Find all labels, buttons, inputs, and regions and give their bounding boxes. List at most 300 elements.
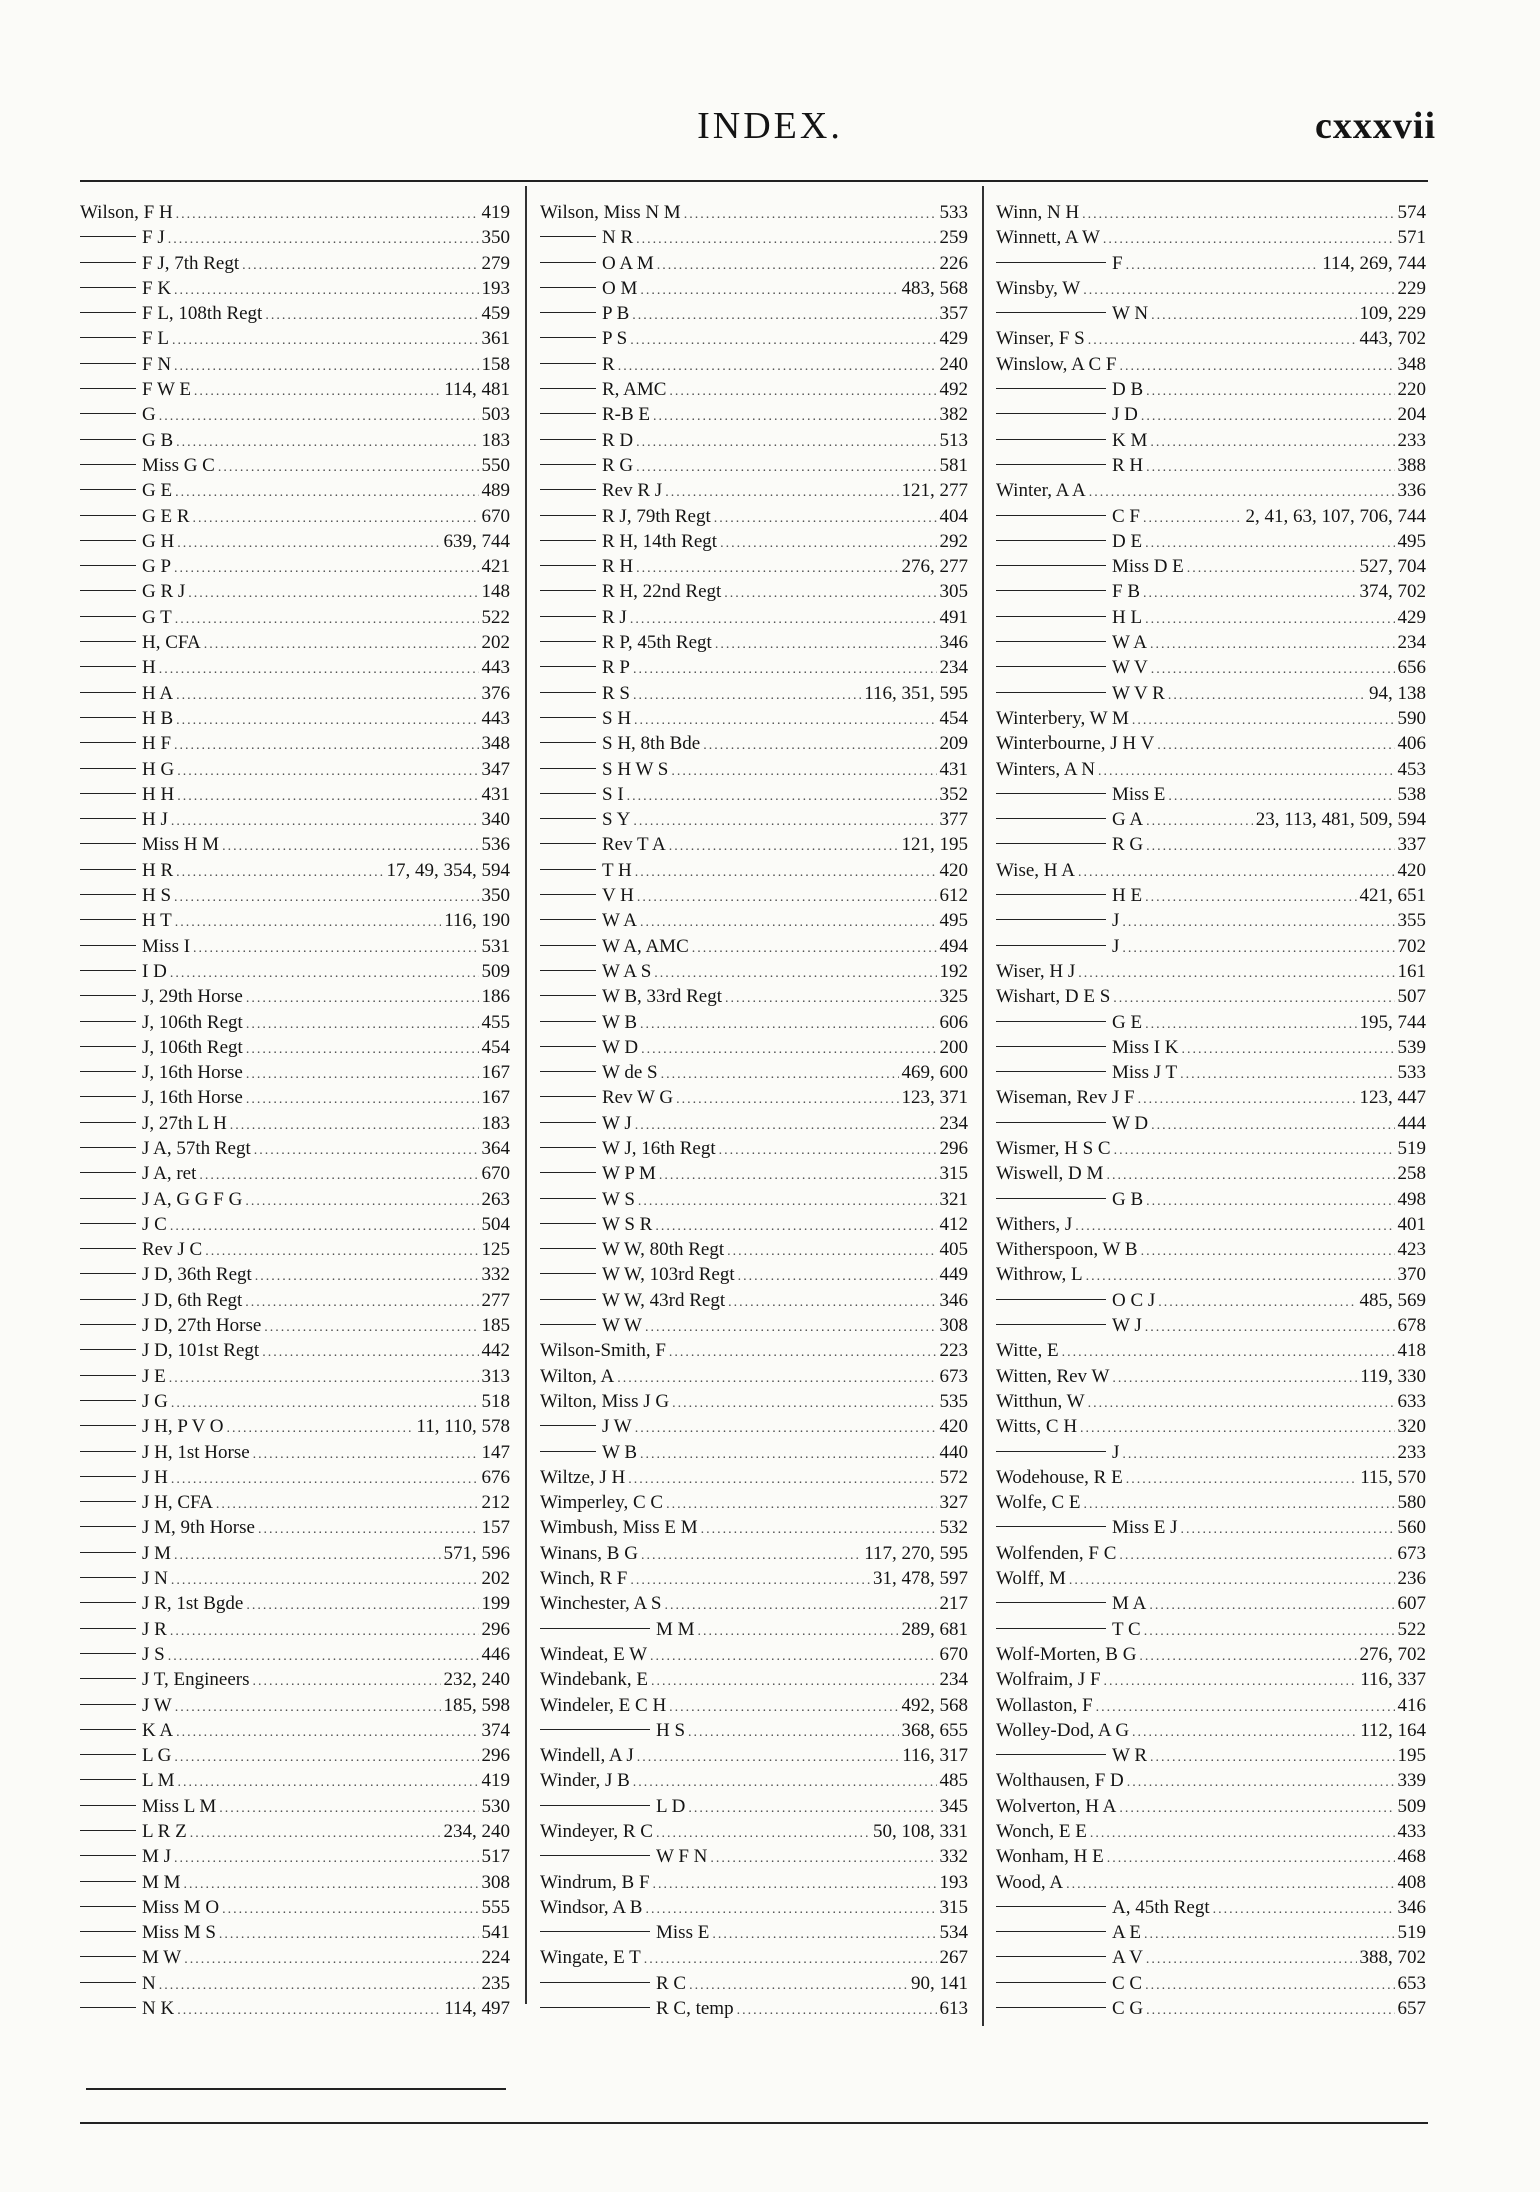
index-entry xyxy=(80,655,510,680)
dot-leader xyxy=(216,1492,479,1517)
entry-pages: 234 xyxy=(939,657,968,679)
dot-leader xyxy=(219,1922,479,1947)
ditto-mark xyxy=(540,818,596,819)
entry-pages: 117, 270, 595 xyxy=(864,1542,968,1564)
entry-pages: 517 xyxy=(481,1846,510,1868)
index-entry xyxy=(996,1895,1426,1920)
index-entry xyxy=(540,782,968,807)
dot-leader xyxy=(194,379,441,404)
dot-leader xyxy=(655,1214,936,1239)
entry-name: J E xyxy=(142,1365,166,1387)
dot-leader xyxy=(175,910,441,935)
index-entry xyxy=(996,1237,1426,1262)
dot-leader xyxy=(1144,1922,1394,1947)
entry-pages: 204 xyxy=(1397,404,1426,426)
index-entry xyxy=(996,1187,1426,1212)
entry-pages: 148 xyxy=(481,581,510,603)
entry-name: C C xyxy=(1112,1972,1143,1994)
entry-name: Winans, B G xyxy=(540,1542,638,1564)
ditto-mark xyxy=(996,1956,1106,1957)
entry-name: Wiseman, Rev J F xyxy=(996,1087,1135,1109)
entry-name: Rev T A xyxy=(602,834,666,856)
entry-name: A, 45th Regt xyxy=(1112,1896,1210,1918)
column-divider xyxy=(982,186,984,2026)
entry-pages: 193 xyxy=(481,277,510,299)
entry-name: W A xyxy=(602,910,638,932)
ditto-mark xyxy=(540,236,596,237)
entry-name: H B xyxy=(142,707,174,729)
entry-name: Witten, Rev W xyxy=(996,1365,1110,1387)
index-entry xyxy=(80,1161,510,1186)
entry-pages: 121, 277 xyxy=(901,480,968,502)
entry-pages: 483, 568 xyxy=(901,277,968,299)
entry-name: R H xyxy=(602,556,634,578)
ditto-mark xyxy=(996,1198,1106,1199)
index-entry xyxy=(996,1743,1426,1768)
index-entry xyxy=(996,402,1426,427)
entry-name: R S xyxy=(602,682,630,704)
ditto-mark xyxy=(540,1071,596,1072)
entry-pages: 491 xyxy=(939,606,968,628)
index-entry xyxy=(80,1111,510,1136)
entry-pages: 336 xyxy=(1397,480,1426,502)
index-entry xyxy=(540,858,968,883)
column-end-rule xyxy=(86,2088,506,2090)
index-entry xyxy=(996,1490,1426,1515)
entry-name: J, 16th Horse xyxy=(142,1062,243,1084)
entry-pages: 147 xyxy=(481,1441,510,1463)
entry-name: H R xyxy=(142,859,174,881)
index-entry xyxy=(540,1566,968,1591)
index-entry xyxy=(80,453,510,478)
ditto-mark xyxy=(996,1906,1106,1907)
entry-name: J M, 9th Horse xyxy=(142,1517,255,1539)
entry-pages: 431 xyxy=(481,783,510,805)
index-entry xyxy=(80,1338,510,1363)
entry-name: R, AMC xyxy=(602,379,667,401)
entry-pages: 509 xyxy=(1397,1795,1426,1817)
entry-pages: 374, 702 xyxy=(1359,581,1426,603)
dot-leader xyxy=(1104,1669,1358,1694)
dot-leader xyxy=(172,328,479,353)
index-entry xyxy=(996,1566,1426,1591)
entry-name: H T xyxy=(142,910,172,932)
entry-pages: 420 xyxy=(939,859,968,881)
entry-name: H H xyxy=(142,783,175,805)
ditto-mark xyxy=(540,616,596,617)
entry-name: Miss M O xyxy=(142,1896,220,1918)
index-entry xyxy=(540,1617,968,1642)
index-entry xyxy=(80,1237,510,1262)
dot-leader xyxy=(174,1543,440,1568)
dot-leader xyxy=(177,784,478,809)
dot-leader xyxy=(188,581,478,606)
entry-name: J, 29th Horse xyxy=(142,986,243,1008)
index-entry xyxy=(80,1490,510,1515)
ditto-mark xyxy=(996,312,1106,313)
index-entry xyxy=(996,1996,1426,2021)
ditto-mark xyxy=(80,1754,136,1755)
entry-pages: 186 xyxy=(481,986,510,1008)
entry-pages: 235 xyxy=(481,1972,510,1994)
index-entry xyxy=(996,554,1426,579)
entry-pages: 340 xyxy=(481,809,510,831)
entry-name: W D xyxy=(1112,1112,1149,1134)
entry-name: W J xyxy=(1112,1315,1142,1337)
entry-pages: 119, 330 xyxy=(1360,1365,1426,1387)
entry-pages: 183 xyxy=(481,429,510,451)
dot-leader xyxy=(669,379,936,404)
index-entry xyxy=(540,655,968,680)
entry-name: L R Z xyxy=(142,1821,187,1842)
entry-name: Wimbush, Miss E M xyxy=(540,1517,698,1539)
index-entry xyxy=(80,1313,510,1338)
ditto-mark xyxy=(540,641,596,642)
entry-name: Miss E J xyxy=(1112,1517,1178,1539)
entry-pages: 185, 598 xyxy=(443,1694,510,1716)
ditto-mark xyxy=(80,1526,136,1527)
ditto-mark xyxy=(540,717,596,718)
index-entry xyxy=(80,706,510,731)
dot-leader xyxy=(174,1846,478,1871)
entry-name: H xyxy=(142,657,156,679)
entry-pages: 443 xyxy=(481,657,510,679)
ditto-mark xyxy=(540,1273,596,1274)
ditto-mark xyxy=(540,1425,596,1426)
entry-pages: 226 xyxy=(939,252,968,274)
entry-pages: 115, 570 xyxy=(1360,1466,1426,1488)
entry-pages: 199 xyxy=(481,1593,510,1615)
entry-name: O A M xyxy=(602,252,654,274)
entry-pages: 112, 164 xyxy=(1360,1719,1426,1741)
dot-leader xyxy=(168,1644,479,1669)
ditto-mark xyxy=(80,1678,136,1679)
entry-pages: 388 xyxy=(1397,454,1426,476)
dot-leader xyxy=(199,1163,478,1188)
entry-pages: 121, 195 xyxy=(901,834,968,856)
dot-leader xyxy=(1089,480,1395,505)
entry-name: S H xyxy=(602,707,632,729)
entry-name: H F xyxy=(142,733,172,755)
entry-pages: 498 xyxy=(1397,1188,1426,1210)
index-entry xyxy=(80,1515,510,1540)
index-entry xyxy=(540,984,968,1009)
entry-name: S I xyxy=(602,783,624,805)
entry-name: R J, 79th Regt xyxy=(602,505,711,527)
index-entry xyxy=(540,1262,968,1287)
dot-leader xyxy=(641,1037,936,1062)
dot-leader xyxy=(242,253,478,278)
dot-leader xyxy=(1088,328,1357,353)
entry-pages: 376 xyxy=(481,682,510,704)
entry-pages: 382 xyxy=(939,404,968,426)
index-entry xyxy=(540,1920,968,1945)
index-entry xyxy=(996,579,1426,604)
index-entry xyxy=(80,1364,510,1389)
entry-pages: 116, 317 xyxy=(902,1745,968,1767)
entry-pages: 513 xyxy=(939,429,968,451)
dot-leader xyxy=(676,1087,898,1112)
index-entry xyxy=(540,1060,968,1085)
entry-pages: 234 xyxy=(939,1669,968,1691)
entry-pages: 321 xyxy=(939,1188,968,1210)
index-entry xyxy=(540,807,968,832)
index-entry xyxy=(996,478,1426,503)
ditto-mark xyxy=(996,692,1106,693)
ditto-mark xyxy=(540,1223,596,1224)
index-entry xyxy=(80,1414,510,1439)
index-entry xyxy=(996,655,1426,680)
ditto-mark xyxy=(540,413,596,414)
entry-name: G B xyxy=(142,429,174,451)
entry-name: Winterbourne, J H V xyxy=(996,733,1155,755)
dot-leader xyxy=(218,455,479,480)
footer-rule xyxy=(80,2122,1428,2124)
entry-name: Windeat, E W xyxy=(540,1643,648,1665)
index-entry xyxy=(80,504,510,529)
entry-name: S Y xyxy=(602,809,631,831)
ditto-mark xyxy=(80,312,136,313)
ditto-mark xyxy=(540,540,596,541)
entry-name: W S xyxy=(602,1188,635,1210)
entry-pages: 332 xyxy=(481,1264,510,1286)
ditto-mark xyxy=(540,768,596,769)
ditto-mark xyxy=(80,262,136,263)
entry-name: J H, P V O xyxy=(142,1416,224,1438)
entry-pages: 571, 596 xyxy=(443,1542,510,1564)
dot-leader xyxy=(1146,1189,1394,1214)
dot-leader xyxy=(632,303,936,328)
index-entry xyxy=(540,1971,968,1996)
index-entry xyxy=(80,402,510,427)
dot-leader xyxy=(171,1391,479,1416)
ditto-mark xyxy=(996,2007,1106,2008)
dot-leader xyxy=(1088,1391,1395,1416)
entry-pages: 123, 371 xyxy=(901,1087,968,1109)
entry-pages: 550 xyxy=(481,454,510,476)
index-entry xyxy=(996,757,1426,782)
index-entry xyxy=(996,200,1426,225)
entry-name: Witts, C H xyxy=(996,1416,1078,1438)
entry-name: Rev R J xyxy=(602,480,663,502)
entry-name: Miss H M xyxy=(142,834,220,856)
ditto-mark xyxy=(80,1021,136,1022)
index-entry xyxy=(80,908,510,933)
entry-pages: 532 xyxy=(939,1517,968,1539)
dot-leader xyxy=(688,1796,936,1821)
dot-leader xyxy=(669,1695,898,1720)
index-entry xyxy=(80,1060,510,1085)
dot-leader xyxy=(1149,1593,1394,1618)
dot-leader xyxy=(264,1315,478,1340)
dot-leader xyxy=(176,430,478,455)
entry-pages: 234 xyxy=(939,1112,968,1134)
entry-pages: 31, 478, 597 xyxy=(873,1568,968,1590)
index-entry xyxy=(996,504,1426,529)
dot-leader xyxy=(1138,1087,1357,1112)
entry-pages: 161 xyxy=(1397,960,1426,982)
ditto-mark xyxy=(996,1324,1106,1325)
entry-pages: 209 xyxy=(939,733,968,755)
index-entry xyxy=(80,1870,510,1895)
entry-pages: 23, 113, 481, 509, 594 xyxy=(1255,809,1426,831)
index-entry xyxy=(540,1187,968,1212)
entry-name: Wilson, F H xyxy=(80,202,173,223)
dot-leader xyxy=(617,1366,936,1391)
ditto-mark xyxy=(80,489,136,490)
ditto-mark xyxy=(80,1147,136,1148)
entry-name: J xyxy=(1112,935,1120,957)
dot-leader xyxy=(1141,1239,1395,1264)
entry-name: Rev J C xyxy=(142,1239,203,1261)
dot-leader xyxy=(1082,202,1394,227)
entry-name: Miss E xyxy=(656,1922,710,1944)
entry-name: Wonch, E E xyxy=(996,1821,1087,1842)
index-entry xyxy=(540,1996,968,2021)
dot-leader xyxy=(1143,581,1357,606)
dot-leader xyxy=(174,1745,478,1770)
index-entry xyxy=(996,1111,1426,1136)
entry-name: G B xyxy=(1112,1188,1144,1210)
dot-leader xyxy=(1146,1947,1357,1972)
ditto-mark xyxy=(540,287,596,288)
dot-leader xyxy=(252,1669,440,1694)
entry-pages: 116, 337 xyxy=(1360,1669,1426,1691)
dot-leader xyxy=(226,1416,413,1441)
entry-name: Windell, A J xyxy=(540,1745,634,1767)
entry-name: W B, 33rd Regt xyxy=(602,986,722,1008)
ditto-mark xyxy=(540,515,596,516)
index-entry xyxy=(80,832,510,857)
dot-leader xyxy=(1122,936,1394,961)
ditto-mark xyxy=(80,565,136,566)
ditto-mark xyxy=(80,717,136,718)
dot-leader xyxy=(1119,354,1394,379)
ditto-mark xyxy=(80,1602,136,1603)
index-entry xyxy=(80,1262,510,1287)
entry-name: Rev W G xyxy=(602,1087,674,1109)
ditto-mark xyxy=(540,1122,596,1123)
index-entry xyxy=(540,1111,968,1136)
index-entry xyxy=(540,1389,968,1414)
ditto-mark xyxy=(540,1248,596,1249)
ditto-mark xyxy=(80,540,136,541)
dot-leader xyxy=(689,1973,908,1998)
entry-pages: 337 xyxy=(1397,834,1426,856)
index-entry xyxy=(80,858,510,883)
entry-pages: 223 xyxy=(939,1340,968,1362)
index-entry xyxy=(540,1288,968,1313)
entry-name: Wishart, D E S xyxy=(996,986,1111,1008)
dot-leader xyxy=(640,1442,936,1467)
index-entry xyxy=(80,934,510,959)
entry-name: H A xyxy=(142,682,174,704)
entry-name: Wonham, H E xyxy=(996,1846,1104,1868)
dot-leader xyxy=(1168,784,1394,809)
entry-pages: 339 xyxy=(1397,1770,1426,1792)
entry-name: S H, 8th Bde xyxy=(602,733,701,755)
dot-leader xyxy=(1132,1720,1357,1745)
entry-pages: 346 xyxy=(1397,1896,1426,1918)
index-column-2 xyxy=(540,200,968,2021)
ditto-mark xyxy=(996,1526,1106,1527)
index-entry xyxy=(80,579,510,604)
dot-leader xyxy=(1090,1821,1395,1846)
ditto-mark xyxy=(80,1855,136,1856)
entry-pages: 531 xyxy=(481,935,510,957)
index-entry xyxy=(80,605,510,630)
entry-pages: 167 xyxy=(481,1087,510,1109)
dot-leader xyxy=(701,1517,937,1542)
dot-leader xyxy=(1069,1568,1395,1593)
entry-pages: 412 xyxy=(939,1213,968,1235)
entry-pages: 364 xyxy=(481,1137,510,1159)
entry-pages: 633 xyxy=(1397,1390,1426,1412)
entry-name: J G xyxy=(142,1390,168,1412)
dot-leader xyxy=(1145,1973,1394,1998)
entry-pages: 539 xyxy=(1397,1036,1426,1058)
dot-leader xyxy=(1180,1062,1394,1087)
entry-name: A V xyxy=(1112,1947,1143,1969)
dot-leader xyxy=(176,1720,478,1745)
dot-leader xyxy=(1113,986,1394,1011)
entry-name: W N xyxy=(1112,303,1149,325)
index-entry xyxy=(540,225,968,250)
dot-leader xyxy=(635,1416,937,1441)
dot-leader xyxy=(254,1138,479,1163)
entry-pages: 485 xyxy=(939,1770,968,1792)
ditto-mark xyxy=(996,565,1106,566)
index-entry xyxy=(996,301,1426,326)
entry-pages: 347 xyxy=(481,758,510,780)
index-entry xyxy=(996,1085,1426,1110)
dot-leader xyxy=(1103,227,1395,252)
index-entry xyxy=(540,326,968,351)
entry-name: W S R xyxy=(602,1213,653,1235)
ditto-mark xyxy=(996,1299,1106,1300)
entry-pages: 377 xyxy=(939,809,968,831)
entry-name: D B xyxy=(1112,379,1144,401)
entry-name: J D, 36th Regt xyxy=(142,1264,252,1286)
index-entry xyxy=(996,1161,1426,1186)
dot-leader xyxy=(1126,1467,1358,1492)
index-entry xyxy=(540,377,968,402)
entry-name: W W xyxy=(602,1315,642,1337)
ditto-mark xyxy=(80,1476,136,1477)
entry-name: W V xyxy=(1112,657,1148,679)
ditto-mark xyxy=(80,363,136,364)
entry-name: F L, 108th Regt xyxy=(142,303,263,325)
entry-name: R H, 22nd Regt xyxy=(602,581,722,603)
dot-leader xyxy=(170,1619,479,1644)
dot-leader xyxy=(669,1340,937,1365)
ditto-mark xyxy=(80,869,136,870)
ditto-mark xyxy=(80,1982,136,1983)
entry-name: Miss D E xyxy=(1112,556,1184,578)
dot-leader xyxy=(171,1568,479,1593)
entry-pages: 157 xyxy=(481,1517,510,1539)
entry-pages: 292 xyxy=(939,530,968,552)
ditto-mark xyxy=(80,1248,136,1249)
entry-pages: 489 xyxy=(481,480,510,502)
entry-pages: 263 xyxy=(481,1188,510,1210)
entry-pages: 202 xyxy=(481,1568,510,1590)
entry-name: W A, AMC xyxy=(602,935,689,957)
entry-pages: 572 xyxy=(939,1466,968,1488)
entry-pages: 350 xyxy=(481,227,510,249)
dot-leader xyxy=(1096,1695,1395,1720)
entry-pages: 308 xyxy=(939,1315,968,1337)
